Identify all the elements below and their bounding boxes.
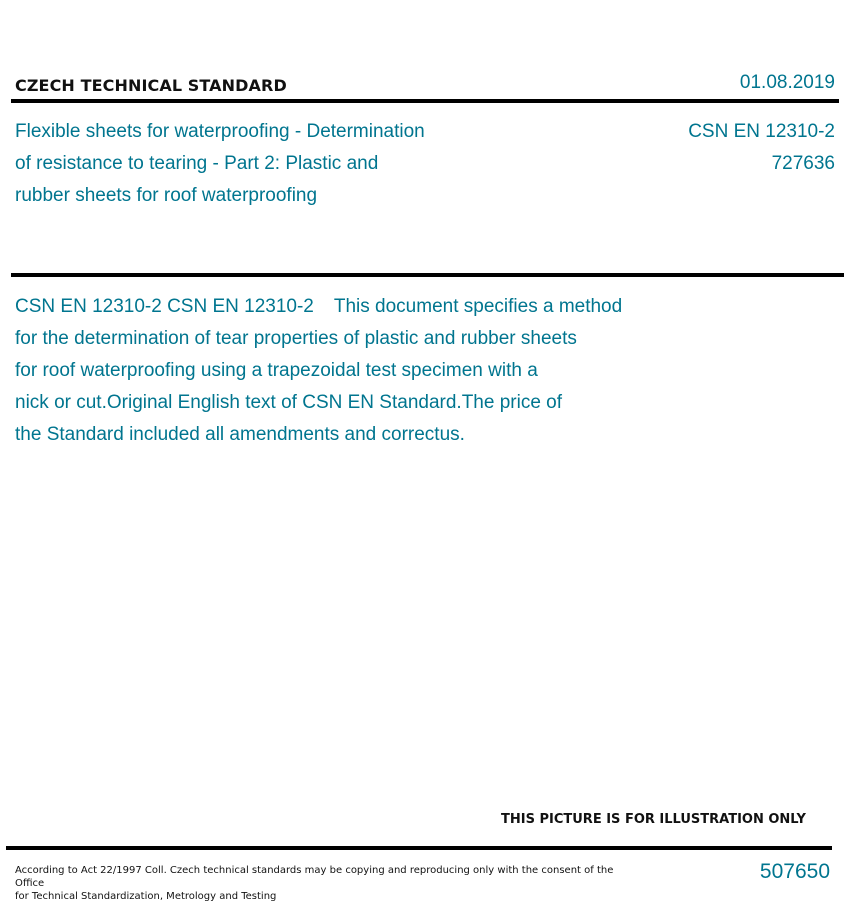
- legal-notice-line: for Technical Standardization, Metrology and Testing: [15, 891, 277, 902]
- document-identifiers: [688, 116, 835, 180]
- illustration-notice: THIS PICTURE IS FOR ILLUSTRATION ONLY: [501, 812, 806, 827]
- abstract-line: for roof waterproofing using a trapezoidal test specimen with a: [15, 360, 538, 381]
- document-title-line: rubber sheets for roof waterproofing: [15, 185, 318, 206]
- document-title-line: Flexible sheets for waterproofing - Determination: [15, 121, 425, 142]
- publication-date: 01.08.2019: [739, 72, 835, 93]
- abstract-text: This document specifies a method: [333, 296, 623, 317]
- footer-divider: [6, 846, 832, 850]
- abstract-line: for the determination of tear properties of plastic and rubber sheets: [15, 328, 577, 349]
- abstract-line: the Standard included all amendments and correctus.: [15, 424, 465, 445]
- section-divider: [11, 273, 844, 277]
- standard-code: CSN EN 12310-2: [688, 121, 835, 142]
- document-title: [15, 116, 505, 212]
- abstract: [15, 291, 715, 451]
- footer-number: 507650: [759, 860, 830, 883]
- legal-notice-line: According to Act 22/1997 Coll. Czech technical standards may be copying and reproducing only with the consent of the Office: [15, 865, 614, 889]
- catalog-number: 727636: [771, 153, 835, 174]
- header-divider: [11, 99, 839, 103]
- abstract-line: [15, 291, 715, 323]
- abstract-line: nick or cut.Original English text of CSN EN Standard.The price of: [15, 392, 563, 413]
- abstract-code-prefix: CSN EN 12310-2 CSN EN 12310-2: [15, 296, 314, 317]
- legal-notice: [15, 864, 615, 903]
- document-title-line: of resistance to tearing - Part 2: Plastic and: [15, 153, 379, 174]
- standard-type-label: CZECH TECHNICAL STANDARD: [15, 76, 287, 95]
